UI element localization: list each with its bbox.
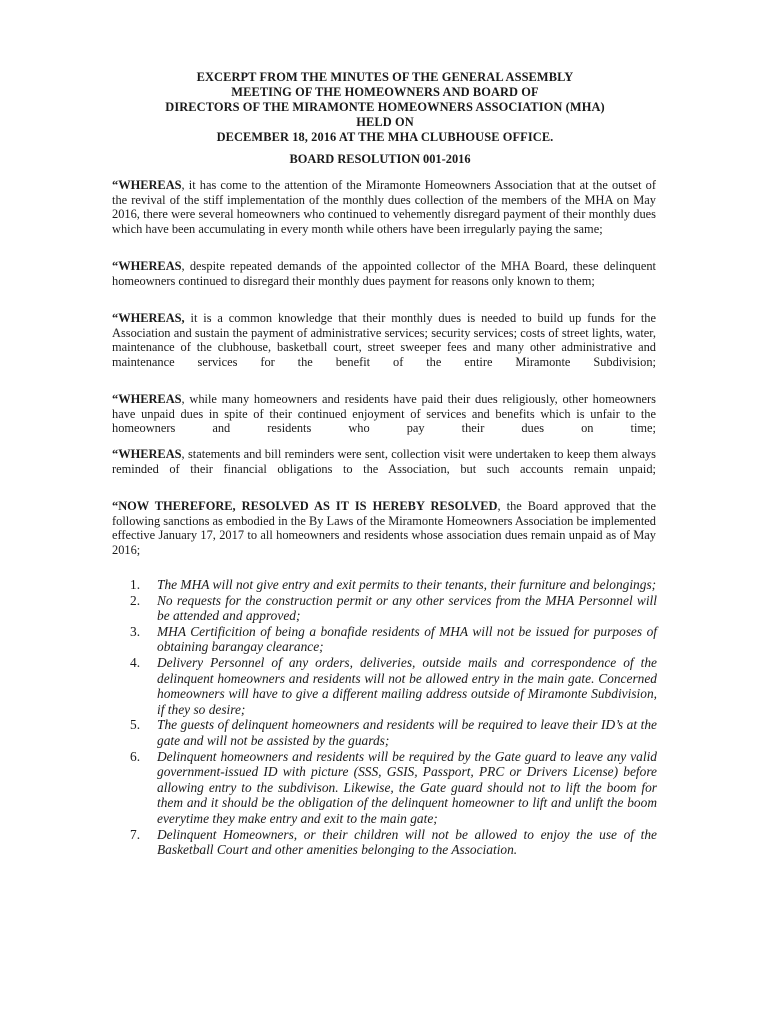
whereas-paragraph: [112, 178, 656, 236]
paragraph-label: “WHEREAS,: [112, 311, 185, 325]
resolution-title: BOARD RESOLUTION 001-2016: [289, 152, 471, 166]
sanction-number: 4.: [130, 654, 141, 670]
sanction-text: The MHA will not give entry and exit permits to their tenants, their furniture and belongings;: [157, 577, 657, 592]
sanctions-list: [130, 577, 657, 858]
sanction-number: 6.: [130, 748, 141, 764]
sanction-number: 7.: [130, 826, 141, 842]
whereas-paragraph: [112, 311, 656, 369]
sanction-text: Delinquent homeowners and residents will be required by the Gate guard to leave any valid government-issued ID with picture (SSS, GSIS, Passport, PRC or Drivers License) before allowing entry to the subdivison. Likewise, the Gate guard should not to lift the boom for them and it should be the obligation of the delinquent homeowner to lift and unlift the boom everytime they make entry and exit to the main gate;: [157, 748, 657, 826]
whereas-paragraph: [112, 392, 656, 436]
sanction-number: 3.: [130, 623, 141, 639]
paragraph-label: “WHEREAS: [112, 447, 182, 461]
sanction-number: 2.: [130, 592, 141, 608]
resolved-paragraph: [112, 499, 656, 557]
heading-line: DECEMBER 18, 2016 AT THE MHA CLUBHOUSE OFFICE.: [216, 130, 554, 144]
whereas-paragraph: [112, 447, 656, 476]
paragraph-label: “NOW THEREFORE, RESOLVED AS IT IS HEREBY RESOLVED: [112, 499, 498, 513]
sanction-text: MHA Certificition of being a bonafide residents of MHA will not be issued for purposes of obtaining barangay clearance;: [157, 623, 657, 655]
paragraph-text: , while many homeowners and residents have paid their dues religiously, other homeowners have unpaid dues in spite of their continued enjoyment of services and benefits which is unfair to the homeowners and residents who pay their dues on time;: [112, 392, 656, 436]
sanction-number: 1.: [130, 577, 141, 592]
paragraph-label: “WHEREAS: [112, 392, 182, 406]
paragraph-text: , statements and bill reminders were sent, collection visit were undertaken to keep them always reminded of their financial obligations to the Association, but such accounts remain unpaid;: [112, 447, 656, 476]
sanction-number: 5.: [130, 717, 141, 733]
sanction-item: [130, 717, 657, 748]
sanction-text: No requests for the construction permit or any other services from the MHA Personnel will be attended and approved;: [157, 592, 657, 624]
heading-line: MEETING OF THE HOMEOWNERS AND BOARD OF: [231, 85, 539, 99]
sanction-text: Delinquent Homeowners, or their children will not be allowed to enjoy the use of the Basketball Court and other amenities belonging to the Association.: [157, 826, 657, 858]
heading-line: HELD ON: [356, 115, 414, 129]
heading-line: EXCERPT FROM THE MINUTES OF THE GENERAL ASSEMBLY: [196, 70, 574, 84]
paragraph-label: “WHEREAS: [112, 178, 182, 192]
sanction-item: [130, 749, 657, 827]
paragraph-label: “WHEREAS: [112, 259, 182, 273]
sanction-item: [130, 655, 657, 717]
heading-line: DIRECTORS OF THE MIRAMONTE HOMEOWNERS ASSOCIATION (MHA): [165, 100, 605, 114]
whereas-paragraph: [112, 259, 656, 288]
sanction-item: [130, 577, 657, 593]
sanction-item: [130, 624, 657, 655]
paragraph-text: , despite repeated demands of the appointed collector of the MHA Board, these delinquent homeowners continued to disregard their monthly dues payment for reasons only known to them;: [112, 259, 656, 288]
sanction-text: The guests of delinquent homeowners and residents will be required to leave their ID’s at the gate and will not be assisted by the guards;: [157, 717, 657, 748]
sanction-item: [130, 593, 657, 624]
paragraph-text: , the Board approved that the following sanctions as embodied in the By Laws of the Miramonte Homeowners Association be implemented effective January 17, 2017 to all homeowners and residents whose association dues remain unpaid as of May 2016;: [112, 499, 656, 557]
minutes-heading: [100, 70, 670, 145]
paragraph-text: , it has come to the attention of the Miramonte Homeowners Association that at the outset of the revival of the stiff implementation of the monthly dues collection of the members of the MHA on May 2016, there were several homeowners who continued to vehemently disregard payment of their monthly dues which have been accumulating in every month while others have been irregularly paying the same;: [112, 178, 656, 236]
paragraph-text: it is a common knowledge that their monthly dues is needed to build up funds for the Association and sustain the payment of administrative services; security services; costs of street lights, water, maintenance of the clubhouse, basketball court, street sweeper fees and many other administrative and maintenance services for the benefit of the entire Miramonte Subdivision;: [112, 311, 656, 369]
sanction-item: [130, 827, 657, 858]
sanction-text: Delivery Personnel of any orders, deliveries, outside mails and correspondence of the delinquent homeowners and residents will not be allowed entry in the main gate. Concerned homeowners will have to give a different mailing address outside of Miramonte Subdivision, if they so desire;: [157, 654, 657, 717]
